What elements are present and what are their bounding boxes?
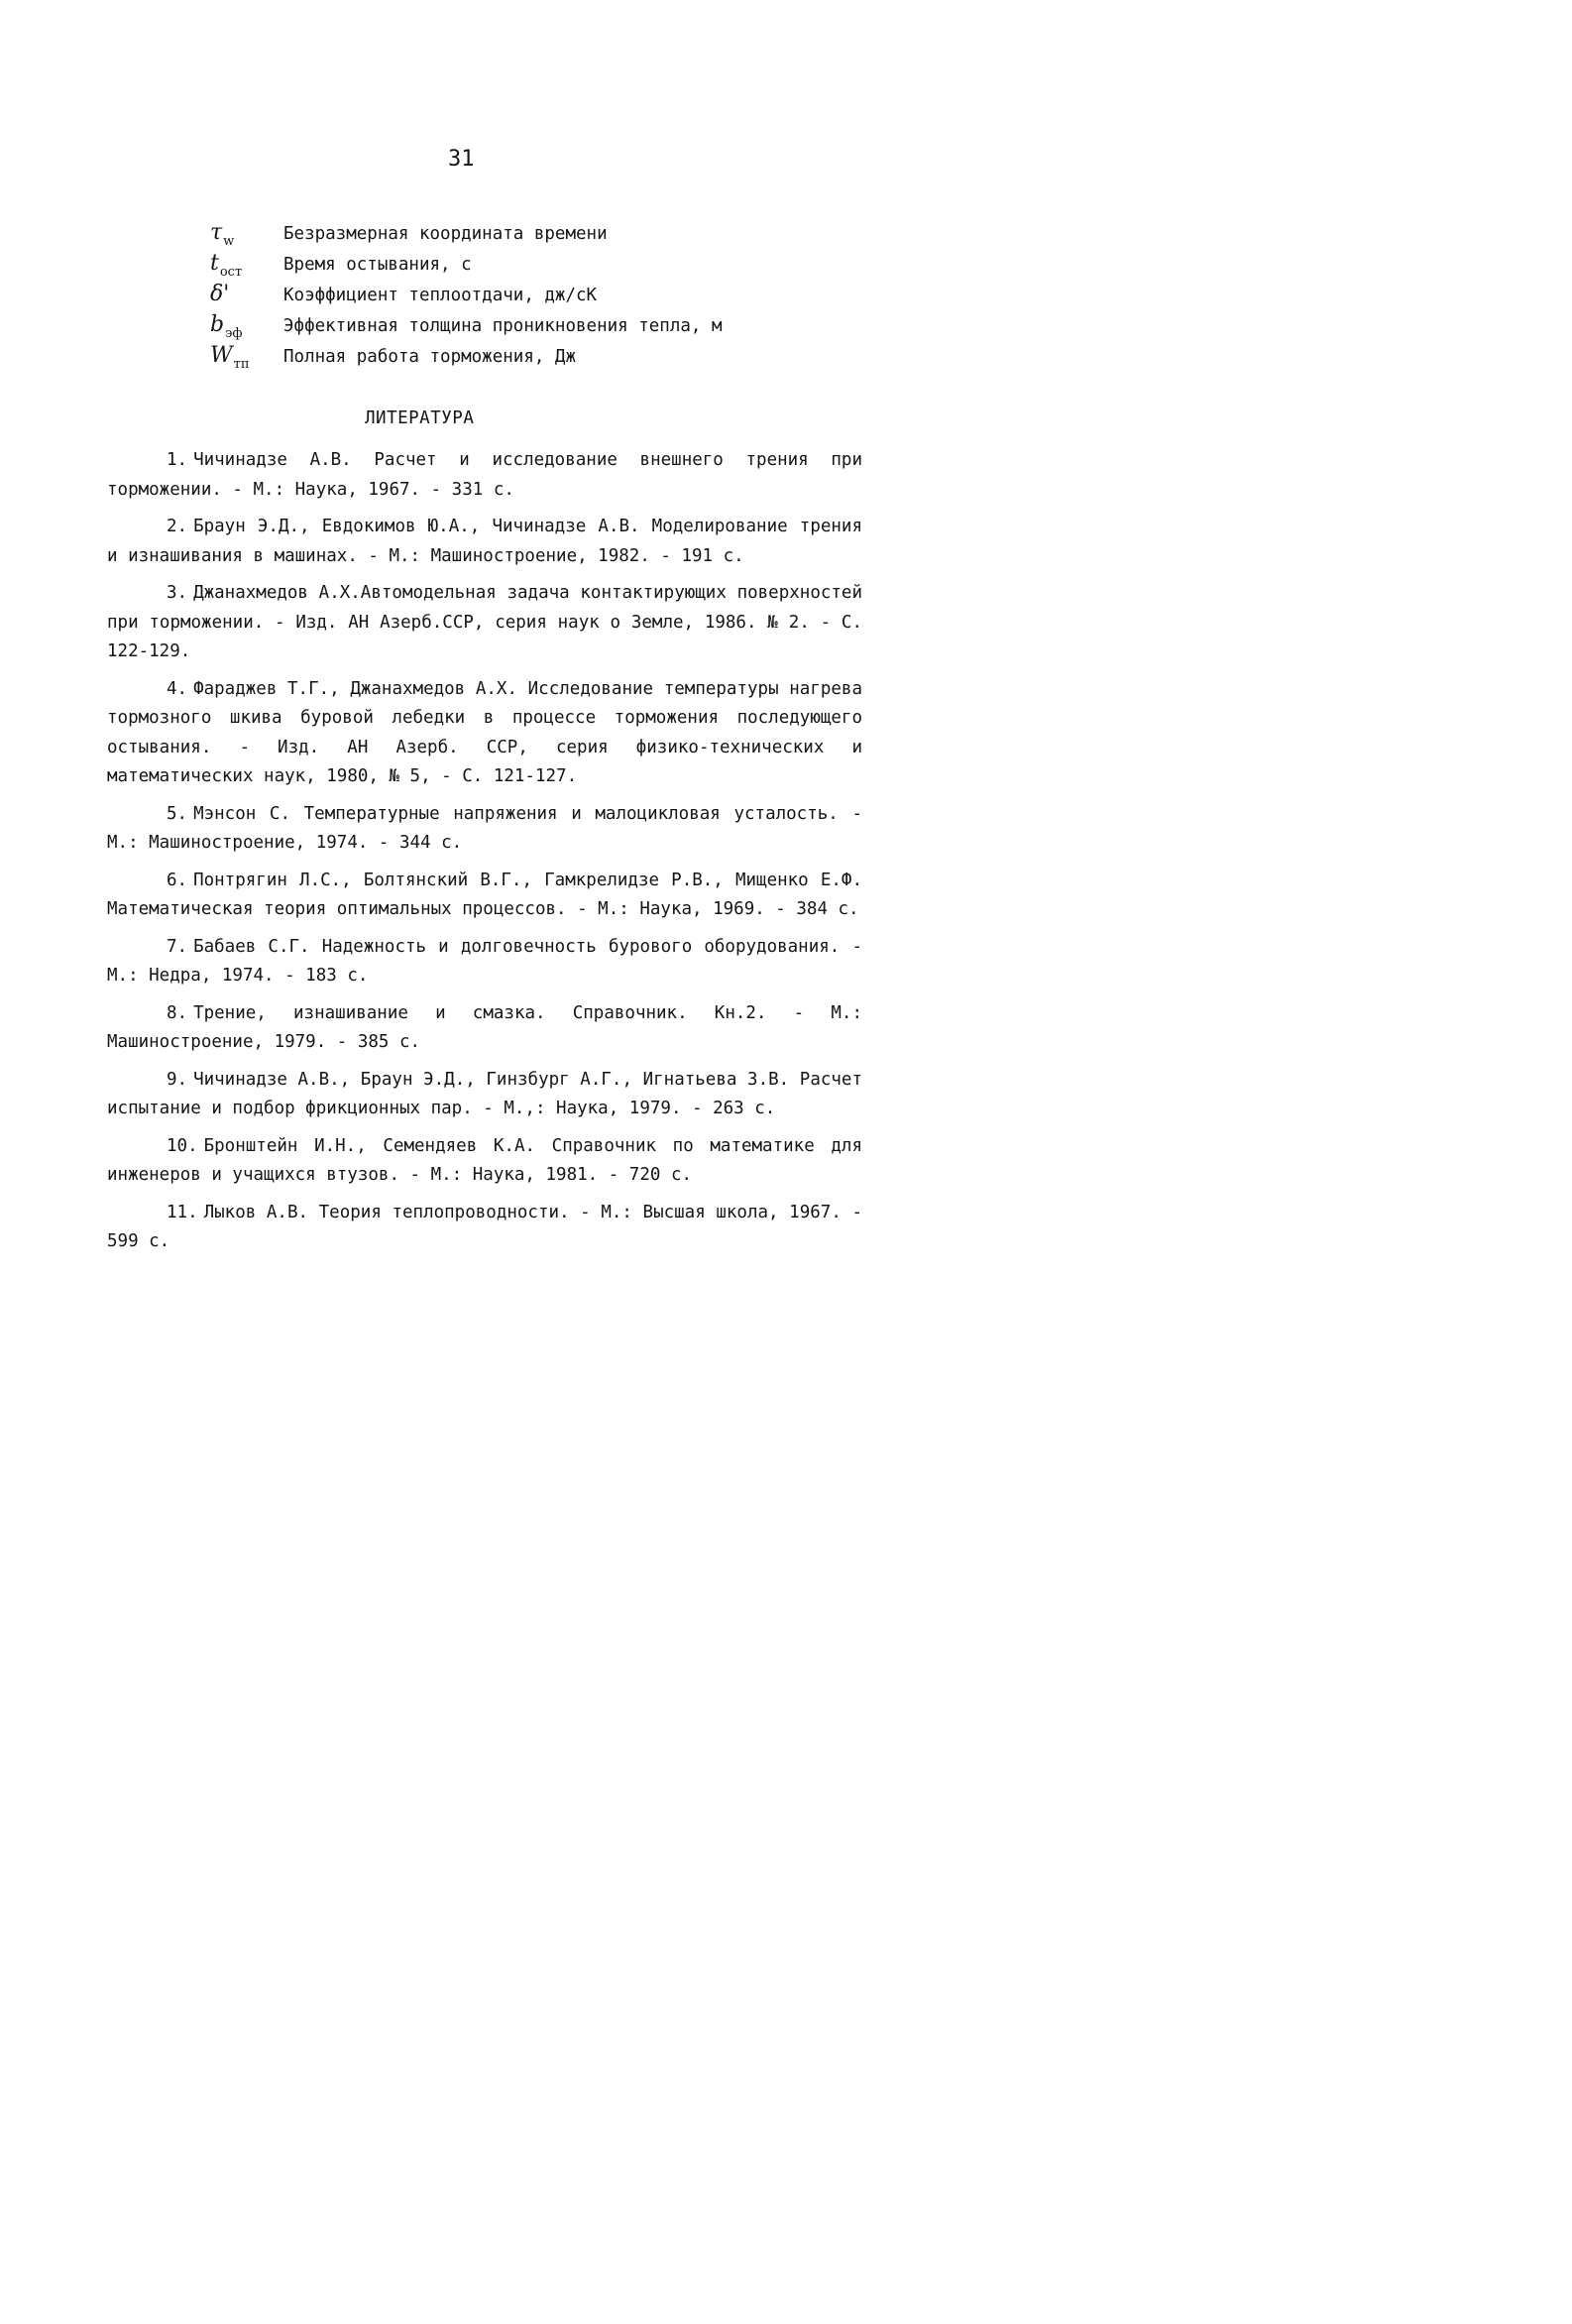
page-number: 31 [448,147,475,172]
reference-item: 4. Фараджев Т.Г., Джанахмедов А.Х. Исследование температуры нагрева тормозного шкива буровой лебедки в процессе торможения последующего остывания. - Изд. АН Азерб. ССР, серия физико-технических и математических наук, 1980, № 5, - С. 121-127. [107,678,862,786]
notation-row [210,253,904,284]
notation-description: Полная работа торможения, Дж [283,347,577,367]
notation-row [210,314,904,345]
notation-symbol: $W_{тп}$ [210,343,250,372]
reference-item: 6. Понтрягин Л.С., Болтянский В.Г., Гамкрелидзе Р.В., Мищенко Е.Ф. Математическая теория оптимальных процессов. - М.: Наука, 1969. - 384 с. [107,870,862,919]
notation-description: Безразмерная координата времени [283,224,608,244]
reference-item: 2. Браун Э.Д., Евдокимов Ю.А., Чичинадзе А.В. Моделирование трения и изнашивания в машинах. - М.: Машиностроение, 1982. - 191 с. [107,517,862,566]
reference-list [107,446,862,1265]
reference-item: 8. Трение, изнашивание и смазка. Справочник. Кн.2. - М.: Машиностроение, 1979. - 385 с. [107,1002,862,1052]
notation-description: Коэффициент теплоотдачи, дж/сК [283,286,598,305]
notation-row [210,222,904,253]
notation-list [210,222,904,376]
notation-symbol: $t_{ост}$ [210,251,243,280]
literature-heading: ЛИТЕРАТУРА [365,408,475,428]
notation-description: Эффективная толщина проникновения тепла, м [283,316,723,336]
notation-symbol: $\tau_w$ [210,220,235,249]
reference-item: 7. Бабаев С.Г. Надежность и долговечность бурового оборудования. - М.: Недра, 1974. - 183 с. [107,936,862,986]
reference-item: 3. Джанахмедов А.Х.Автомодельная задача контактирующих поверхностей при торможении. - Изд. АН Азерб.ССР, серия наук о Земле, 1986. № 2. - С. 122-129. [107,583,862,661]
reference-item: 11. Лыков А.В. Теория теплопроводности. - М.: Высшая школа, 1967. - 599 с. [107,1202,862,1251]
notation-symbol: δ' [210,282,230,306]
reference-item: 5. Мэнсон С. Температурные напряжения и малоцикловая усталость. - М.: Машиностроение, 1974. - 344 с. [107,803,862,853]
reference-item: 10. Бронштейн И.Н., Семендяев К.А. Справочник по математике для инженеров и учащихся втузов. - М.: Наука, 1981. - 720 с. [107,1135,862,1185]
notation-symbol: $b_{эф}$ [210,312,243,341]
notation-description: Время остывания, с [283,255,472,275]
notation-row [210,345,904,376]
reference-item: 9. Чичинадзе А.В., Браун Э.Д., Гинзбург А.Г., Игнатьева З.В. Расчет испытание и подбор фрикционных пар. - М.,: Наука, 1979. - 263 с. [107,1069,862,1118]
notation-row [210,284,904,314]
reference-item: 1. Чичинадзе А.В. Расчет и исследование внешнего трения при торможении. - М.: Наука, 1967. - 331 с. [107,450,862,500]
